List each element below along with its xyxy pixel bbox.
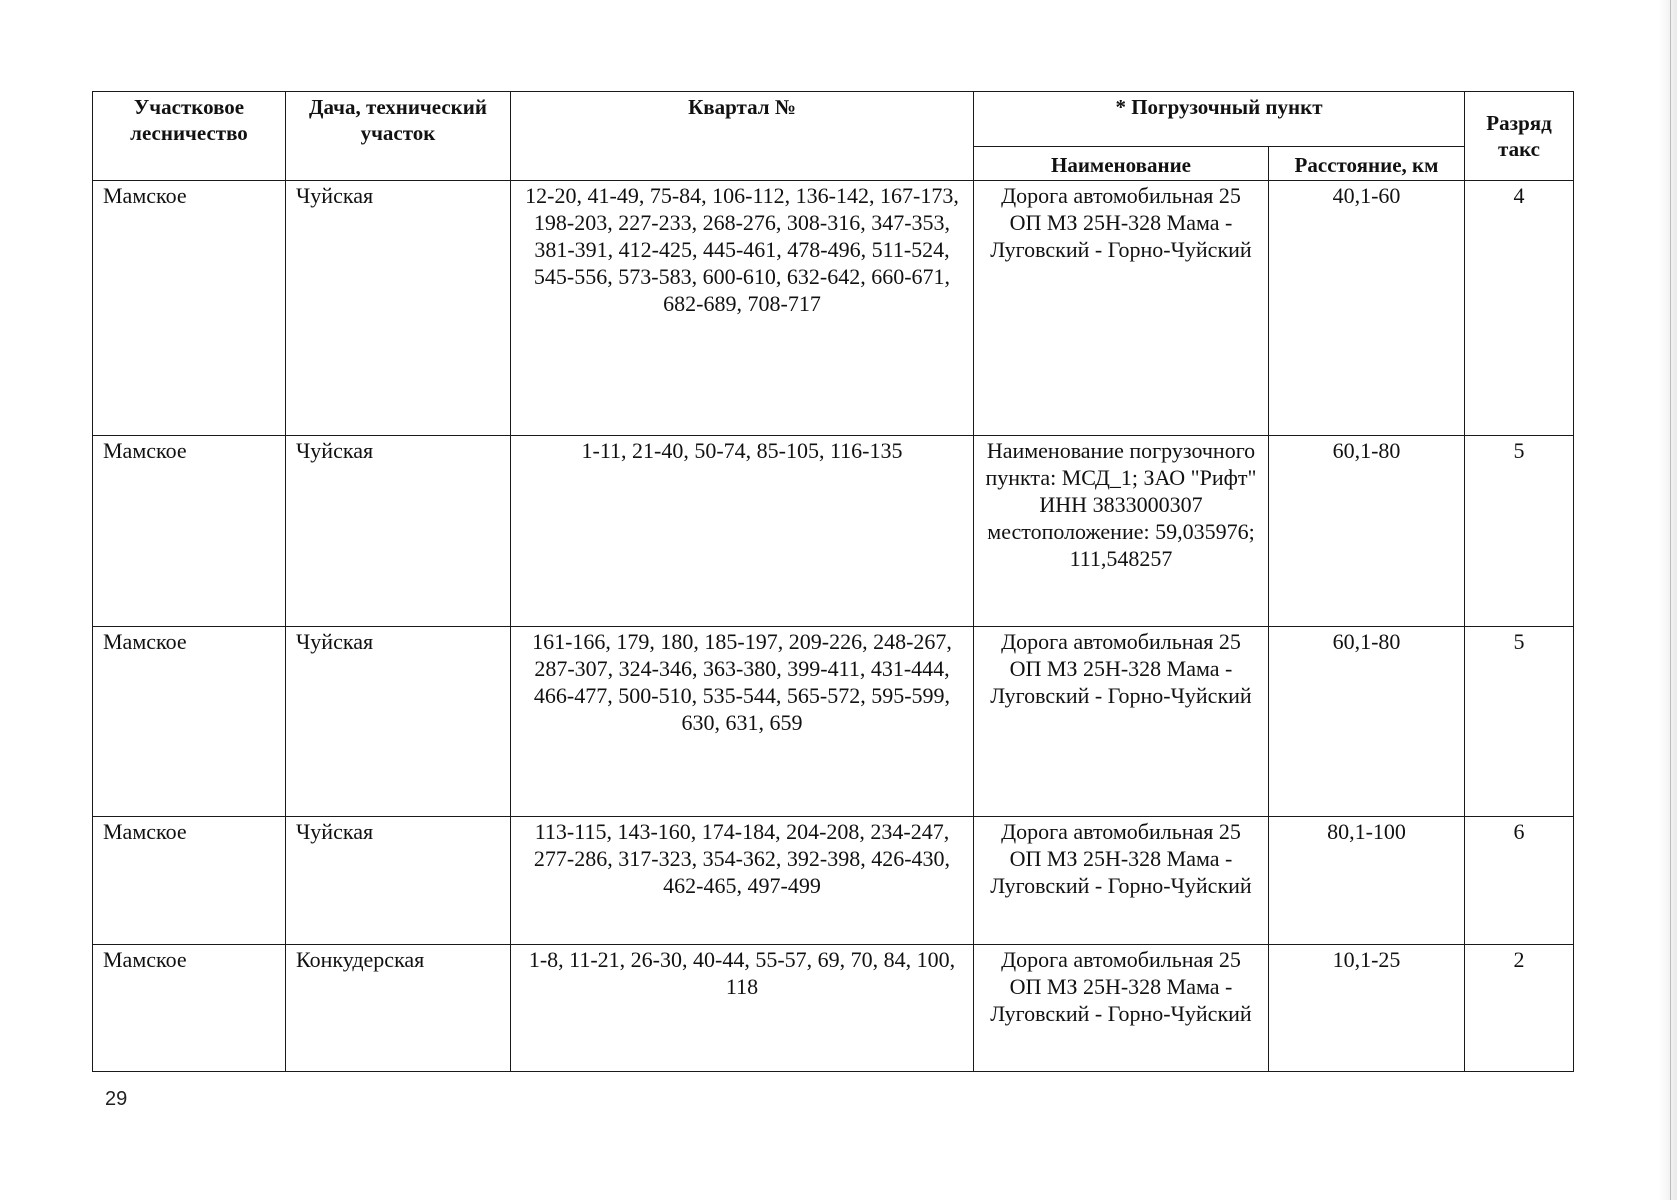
cell-dacha: Чуйская bbox=[286, 181, 511, 436]
table-header bbox=[93, 92, 1574, 181]
cell-forestry: Мамское bbox=[93, 817, 286, 945]
cell-forestry: Мамское bbox=[93, 945, 286, 1072]
cell-dacha: Чуйская bbox=[286, 627, 511, 817]
cell-distance: 60,1-80 bbox=[1269, 436, 1465, 627]
cell-distance: 10,1-25 bbox=[1269, 945, 1465, 1072]
cell-quarters: 1-8, 11-21, 26-30, 40-44, 55-57, 69, 70, 84, 100, 118 bbox=[511, 945, 974, 1072]
header-loading-point: * Погрузочный пункт bbox=[974, 92, 1465, 147]
header-point-distance: Расстояние, км bbox=[1269, 147, 1465, 181]
header-quarter: Квартал № bbox=[511, 92, 974, 181]
cell-quarters: 161-166, 179, 180, 185-197, 209-226, 248-267, 287-307, 324-346, 363-380, 399-411, 431-444, 466-477, 500-510, 535-544, 565-572, 595-599, 630, 631, 659 bbox=[511, 627, 974, 817]
cell-distance: 40,1-60 bbox=[1269, 181, 1465, 436]
cell-dacha: Чуйская bbox=[286, 817, 511, 945]
cell-category: 5 bbox=[1465, 436, 1574, 627]
cell-quarters: 1-11, 21-40, 50-74, 85-105, 116-135 bbox=[511, 436, 974, 627]
header-dacha: Дача, технический участок bbox=[286, 92, 511, 181]
cell-category: 5 bbox=[1465, 627, 1574, 817]
cell-quarters: 12-20, 41-49, 75-84, 106-112, 136-142, 167-173, 198-203, 227-233, 268-276, 308-316, 347-353, 381-391, 412-425, 445-461, 478-496, 511-524, 545-556, 573-583, 600-610, 632-642, 660-671, 682-689, 708-717 bbox=[511, 181, 974, 436]
cell-point-name: Наименование погрузочного пункта: МСД_1; ЗАО "Рифт" ИНН 3833000307 местоположение: 59,035976; 111,548257 bbox=[974, 436, 1269, 627]
table-row bbox=[93, 945, 1574, 1072]
table-row bbox=[93, 627, 1574, 817]
page-number: 29 bbox=[105, 1088, 128, 1110]
loading-points-table bbox=[92, 91, 1574, 1072]
cell-point-name: Дорога автомобильная 25 ОП МЗ 25Н-328 Мама - Луговский - Горно-Чуйский bbox=[974, 181, 1269, 436]
cell-dacha: Конкудерская bbox=[286, 945, 511, 1072]
table-row bbox=[93, 436, 1574, 627]
cell-point-name: Дорога автомобильная 25 ОП МЗ 25Н-328 Мама - Луговский - Горно-Чуйский bbox=[974, 817, 1269, 945]
cell-category: 6 bbox=[1465, 817, 1574, 945]
cell-forestry: Мамское bbox=[93, 181, 286, 436]
cell-distance: 60,1-80 bbox=[1269, 627, 1465, 817]
cell-category: 2 bbox=[1465, 945, 1574, 1072]
cell-forestry: Мамское bbox=[93, 436, 286, 627]
header-tax-category: Разряд такс bbox=[1465, 92, 1574, 181]
scan-edge-shadow bbox=[1659, 0, 1677, 1200]
cell-distance: 80,1-100 bbox=[1269, 817, 1465, 945]
cell-quarters: 113-115, 143-160, 174-184, 204-208, 234-247, 277-286, 317-323, 354-362, 392-398, 426-430, 462-465, 497-499 bbox=[511, 817, 974, 945]
cell-point-name: Дорога автомобильная 25 ОП МЗ 25Н-328 Мама - Луговский - Горно-Чуйский bbox=[974, 945, 1269, 1072]
header-point-name: Наименование bbox=[974, 147, 1269, 181]
cell-forestry: Мамское bbox=[93, 627, 286, 817]
scan-edge-line bbox=[1670, 0, 1671, 1200]
table-row bbox=[93, 817, 1574, 945]
cell-category: 4 bbox=[1465, 181, 1574, 436]
header-forestry: Участковое лесничество bbox=[93, 92, 286, 181]
table-body bbox=[93, 181, 1574, 1072]
cell-point-name: Дорога автомобильная 25 ОП МЗ 25Н-328 Мама - Луговский - Горно-Чуйский bbox=[974, 627, 1269, 817]
header-row bbox=[93, 92, 1574, 147]
cell-dacha: Чуйская bbox=[286, 436, 511, 627]
table-row bbox=[93, 181, 1574, 436]
